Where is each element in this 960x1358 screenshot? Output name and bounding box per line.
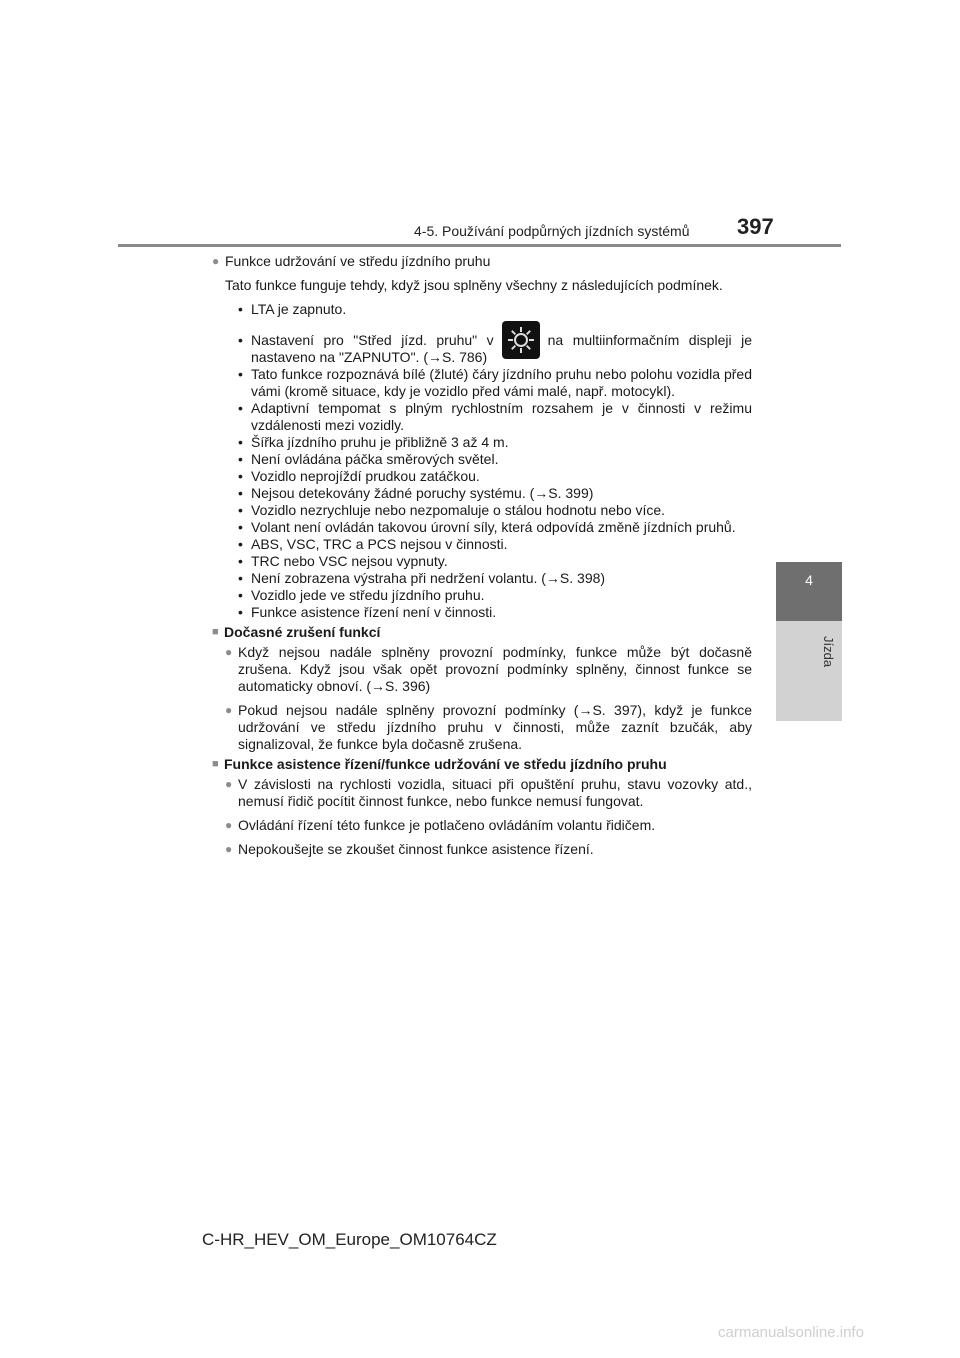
circle-bullet-icon: ●	[212, 254, 220, 268]
list-item: ● V závislosti na rychlosti vozidla, situaci při opuštění pruhu, stavu vozovky atd., nemusí řidič pocítit činnost funkce, nebo funkce nemusí fungovat.	[225, 776, 752, 810]
circle-bullet-icon: ●	[225, 645, 233, 660]
list-item: • Adaptivní tempomat s plným rychlostním rozsahem je v činnosti v režimu vzdálenosti mezi vozidly.	[238, 400, 752, 434]
circle-bullet-icon: ●	[225, 842, 233, 857]
square-bullet-icon: ■	[212, 626, 219, 639]
list-item: • Nejsou detekovány žádné poruchy systému. (→S. 399)	[238, 485, 594, 502]
circle-bullet-icon: ●	[225, 703, 233, 718]
section-heading: ■ Dočasné zrušení funkcí	[212, 624, 381, 641]
list-item: • Volant není ovládán takovou úrovní síly, která odpovídá změně jízdních pruhů.	[238, 519, 736, 536]
list-item: • LTA je zapnuto.	[238, 301, 347, 317]
list-item: • Není zobrazena výstraha při nedržení volantu. (→S. 398)	[238, 570, 606, 587]
circle-bullet-icon: ●	[225, 777, 233, 792]
list-item: ● Když nejsou nadále splněny provozní podmínky, funkce může být dočasně zrušena. Když jsou však opět provozní podmínky splněny, činnost funkce se automaticky obnoví. (→S. 396)	[225, 644, 752, 695]
chapter-label: Jízda	[821, 636, 836, 668]
list-item: • Vozidlo neprojíždí prudkou zatáčkou.	[238, 468, 480, 485]
list-item: ● Pokud nejsou nadále splněny provozní podmínky (→S. 397), když je funkce udržování ve středu jízdního pruhu v činnosti, může zaznít bzučák, aby signalizoval, že funkce byla dočasně zrušena.	[225, 702, 752, 753]
watermark[interactable]: carmanualsonline.info	[718, 1324, 864, 1341]
list-item: • Funkce asistence řízení není v činnosti.	[238, 604, 497, 621]
list-item: • Vozidlo jede ve středu jízdního pruhu.	[238, 587, 485, 604]
list-item: • Vozidlo nezrychluje nebo nezpomaluje o stálou hodnotu nebo více.	[238, 502, 666, 519]
list-item: ● Nepokoušejte se zkoušet činnost funkce asistence řízení.	[225, 841, 594, 858]
section-heading: ■ Funkce asistence řízení/funkce udržování ve středu jízdního pruhu	[212, 756, 667, 773]
header-divider	[118, 244, 841, 247]
list-item	[212, 253, 752, 270]
page-number: 397	[737, 214, 774, 239]
paragraph: Tato funkce funguje tehdy, když jsou splněny všechny z následujících podmínek.	[225, 277, 723, 293]
list-item: ● Ovládání řízení této funkce je potlačeno ovládáním volantu řidičem.	[225, 817, 656, 834]
document-code: C-HR_HEV_OM_Europe_OM10764CZ	[202, 1230, 497, 1249]
section-title: 4-5. Používání podpůrných jízdních systémů	[414, 223, 690, 239]
page-content	[212, 253, 752, 858]
list-item: • Není ovládána páčka směrových světel.	[238, 451, 499, 468]
circle-bullet-icon: ●	[225, 818, 233, 833]
bullet-title: Funkce udržování ve středu jízdního pruhu	[225, 253, 491, 269]
square-bullet-icon: ■	[212, 758, 219, 771]
list-item: • TRC nebo VSC nejsou vypnuty.	[238, 553, 448, 570]
list-item: • Tato funkce rozpoznává bílé (žluté) čáry jízdního pruhu nebo polohu vozidla před vámi (kromě situace, kdy je vozidlo před vámi malé, např. motocykl).	[238, 366, 752, 400]
list-item: • ABS, VSC, TRC a PCS nejsou v činnosti.	[238, 536, 508, 553]
chapter-tab	[776, 562, 842, 621]
chapter-number: 4	[805, 572, 813, 588]
gear-icon	[502, 321, 540, 359]
list-item: • Šířka jízdního pruhu je přibližně 3 až 4 m.	[238, 434, 509, 451]
list-item: • Nastavení pro "Střed jízd. pruhu" v na multiinformačním displeji je nastaveno na "ZAPNUTO". (→S. 786)	[212, 332, 752, 366]
